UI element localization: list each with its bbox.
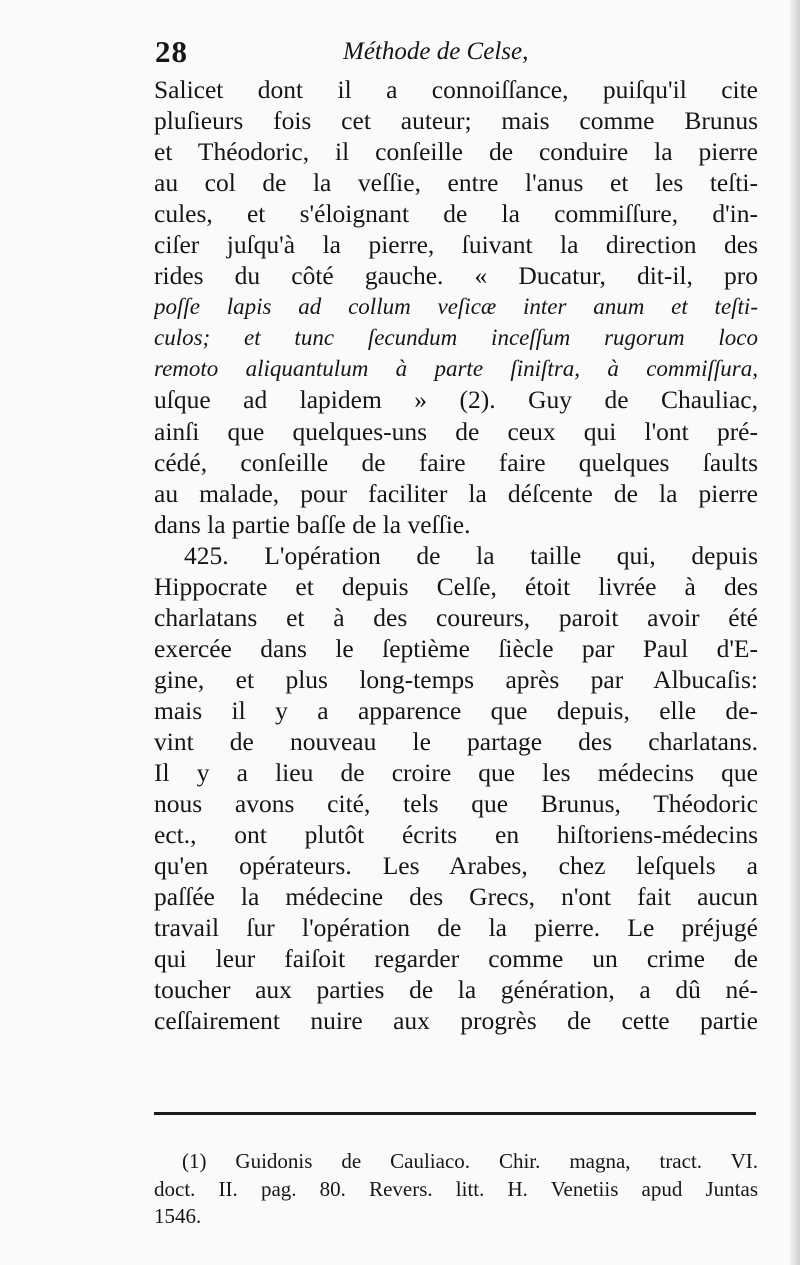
text-line: ceſſairement nuire aux progrès de cette partie — [154, 1006, 758, 1036]
text-line: nous avons cité, tels que Brunus, Théodoric — [154, 789, 758, 819]
text-line: travail ſur l'opération de la pierre. Le préjugé — [154, 913, 758, 943]
latin-quote-line: culos; et tunc ſecundum inceſſum rugorum loco — [154, 325, 758, 351]
body-text — [154, 74, 758, 1036]
text-line: qu'en opérateurs. Les Arabes, chez leſquels a — [154, 851, 758, 881]
text-line: gine, et plus long-temps après par Albucaſis: — [154, 664, 758, 694]
text-line: Salicet dont il a connoiſſance, puiſqu'il cite — [154, 75, 758, 104]
text-line: au malade, pour faciliter la déſcente de la pierre — [154, 478, 758, 508]
text-line: et Théodoric, il conſeille de conduire la pierre — [154, 137, 758, 167]
text-line: charlatans et à des coureurs, paroit avoir été — [154, 602, 758, 632]
text-line: au col de la veſſie, entre l'anus et les teſti- — [154, 168, 758, 198]
page-header — [155, 32, 755, 72]
text-line: ect., ont plutôt écrits en hiſtoriens-médecins — [154, 820, 758, 850]
text-line: Il y a lieu de croire que les médecins que — [154, 758, 758, 788]
latin-quote-line: remoto aliquantulum à parte ſiniſtra, à commiſſura, — [154, 356, 758, 382]
footnote-line: doct. II. pag. 80. Revers. litt. H. Venetiis apud Juntas — [154, 1176, 758, 1201]
paragraph-425-start: 425. L'opération de la taille qui, depuis — [184, 540, 758, 570]
footnote-separator-rule — [154, 1112, 756, 1115]
footnote — [154, 1148, 758, 1231]
running-head: Méthode de Celse, — [343, 38, 529, 65]
text-line: cules, et s'éloignant de la commiſſure, d'in- — [154, 199, 758, 229]
text-line: paſſée la médecine des Grecs, n'ont fait aucun — [154, 882, 758, 912]
latin-quote-line: poſſe lapis ad collum veſicæ inter anum et teſti- — [154, 294, 758, 320]
text-line: Hippocrate et depuis Celſe, étoit livrée à des — [154, 571, 758, 601]
text-line: exercée dans le ſeptième ſiècle par Paul d'E- — [154, 633, 758, 663]
text-line: ciſer juſqu'à la pierre, ſuivant la direction des — [154, 230, 758, 260]
text-line: mais il y a apparence que depuis, elle de- — [154, 695, 758, 725]
text-line: cédé, conſeille de faire faire quelques ſaults — [154, 447, 758, 477]
footnote-line: (1) Guidonis de Cauliaco. Chir. magna, tract. VI. — [182, 1149, 758, 1173]
footnote-line: 1546. — [154, 1204, 202, 1228]
text-line: vint de nouveau le partage des charlatans. — [154, 726, 758, 756]
text-line: dans la partie baſſe de la veſſie. — [154, 509, 471, 539]
text-line: pluſieurs fois cet auteur; mais comme Brunus — [154, 106, 758, 136]
page-edge-shadow — [790, 0, 800, 1265]
text-line: uſque ad lapidem » (2). Guy de Chauliac, — [154, 385, 758, 415]
text-line: toucher aux parties de la génération, a dû né- — [154, 975, 758, 1005]
text-line: rides du côté gauche. « Ducatur, dit-il, pro — [154, 261, 758, 291]
text-line: ainſi que quelques-uns de ceux qui l'ont pré- — [154, 416, 758, 446]
page-number: 28 — [155, 34, 188, 69]
text-line: qui leur faiſoit regarder comme un crime de — [154, 944, 758, 974]
